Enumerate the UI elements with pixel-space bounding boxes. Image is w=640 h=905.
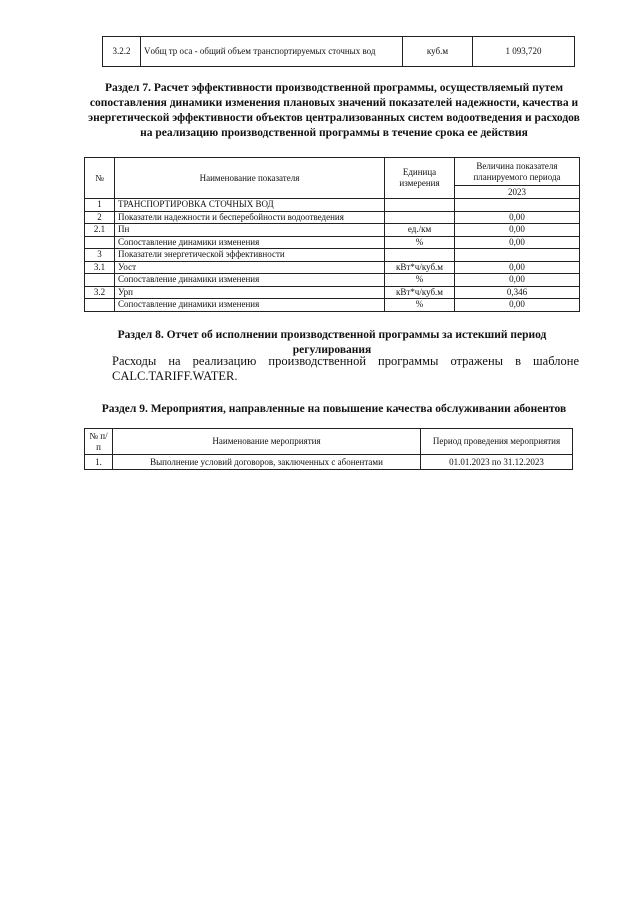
table-row — [85, 224, 580, 237]
cell-name: Сопоставление динамики изменения — [115, 236, 385, 249]
section9-title: Раздел 9. Мероприятия, направленные на повышение качества обслуживании абонентов — [101, 403, 567, 415]
table-row — [85, 249, 580, 262]
cell-unit: кВт*ч/куб.м — [385, 286, 455, 299]
row-name: Vобщ тр оса - общий объем транспортируемых сточных вод — [141, 37, 403, 67]
cell-num: 2.1 — [85, 224, 115, 237]
cell-name: Показатели энергетической эффективности — [115, 249, 385, 262]
cell-name: ТРАНСПОРТИРОВКА СТОЧНЫХ ВОД — [115, 199, 385, 212]
top-table — [102, 36, 575, 67]
cell-period: 01.01.2023 по 31.12.2023 — [421, 455, 573, 470]
cell-value: 0,00 — [455, 274, 580, 287]
header-name: Наименование мероприятия — [113, 429, 421, 455]
section8-text-line2: CALC.TARIFF.WATER. — [112, 369, 238, 383]
table-row — [85, 236, 580, 249]
header-period: Период проведения мероприятия — [421, 429, 573, 455]
cell-value: 0,00 — [455, 224, 580, 237]
cell-value: 0,00 — [455, 236, 580, 249]
table-row — [85, 211, 580, 224]
header-value: Величина показателя планируемого периода — [455, 158, 580, 186]
cell-num: 3 — [85, 249, 115, 262]
section8-title: Раздел 8. Отчет об исполнении производственной программы за истекший период регулирования — [117, 329, 547, 356]
cell-num — [85, 236, 115, 249]
header-num: № п/п — [85, 429, 113, 455]
section8-text-line1: Расходы на реализацию производственной программы отражены в шаблоне — [112, 354, 579, 368]
cell-value — [455, 199, 580, 212]
table-header-row — [85, 429, 573, 455]
cell-name: Уост — [115, 261, 385, 274]
cell-unit: ед./км — [385, 224, 455, 237]
table-row — [85, 299, 580, 312]
cell-value: 0,00 — [455, 261, 580, 274]
cell-value: 0,00 — [455, 299, 580, 312]
cell-unit: % — [385, 236, 455, 249]
cell-unit: % — [385, 274, 455, 287]
row-num: 3.2.2 — [103, 37, 141, 67]
cell-name: Сопоставление динамики изменения — [115, 274, 385, 287]
cell-name: Сопоставление динамики изменения — [115, 299, 385, 312]
table-row — [85, 199, 580, 212]
cell-unit: кВт*ч/куб.м — [385, 261, 455, 274]
table-row — [85, 455, 573, 470]
row-value: 1 093,720 — [473, 37, 575, 67]
cell-num — [85, 299, 115, 312]
header-year: 2023 — [455, 186, 580, 199]
cell-num — [85, 274, 115, 287]
cell-num: 3.1 — [85, 261, 115, 274]
cell-name: Выполнение условий договоров, заключенных с абонентами — [113, 455, 421, 470]
cell-num: 1. — [85, 455, 113, 470]
header-name: Наименование показателя — [115, 158, 385, 199]
cell-name: Пн — [115, 224, 385, 237]
cell-name: Урп — [115, 286, 385, 299]
cell-num: 3.2 — [85, 286, 115, 299]
row-unit: куб.м — [403, 37, 473, 67]
cell-value — [455, 249, 580, 262]
section9-table — [84, 428, 573, 470]
cell-unit — [385, 249, 455, 262]
cell-unit — [385, 211, 455, 224]
header-unit: Единица измерения — [385, 158, 455, 199]
cell-num: 2 — [85, 211, 115, 224]
table-row — [85, 274, 580, 287]
section7-title: Раздел 7. Расчет эффективности производственной программы, осуществляемый путем сопоставления динамики изменения плановых значений показателей надежности, качества и энергетической эффективности объектов централизованных систем водоотведения и расходов на реализацию производственной программы в течение срока ее действия — [88, 82, 580, 139]
table-row — [85, 261, 580, 274]
cell-value: 0,00 — [455, 211, 580, 224]
header-num: № — [85, 158, 115, 199]
cell-unit — [385, 199, 455, 212]
table-row — [103, 37, 575, 67]
table-row — [85, 286, 580, 299]
section7-table — [84, 157, 580, 312]
cell-value: 0,346 — [455, 286, 580, 299]
cell-unit: % — [385, 299, 455, 312]
cell-num: 1 — [85, 199, 115, 212]
cell-name: Показатели надежности и бесперебойности водоотведения — [115, 211, 385, 224]
